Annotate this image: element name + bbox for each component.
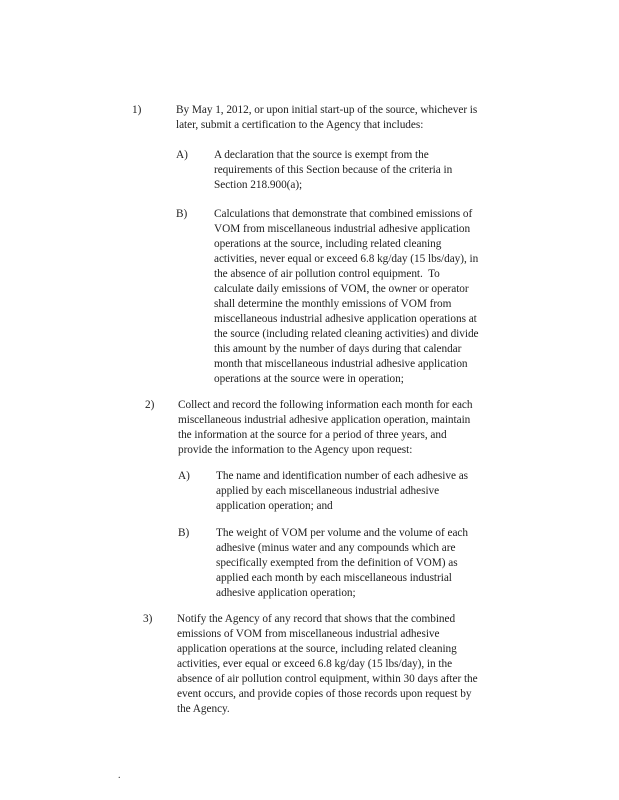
item-2-line-3: the information at the source for a period of three years, and	[178, 429, 447, 441]
item-3-line-7: the Agency.	[177, 703, 230, 715]
item-2a-line-1: The name and identification number of each adhesive as	[216, 470, 469, 482]
item-2b-line-1: The weight of VOM per volume and the volume of each	[216, 527, 468, 539]
item-2b-line-4: applied each month by each miscellaneous industrial	[216, 572, 452, 584]
item-1b-line-5: the absence of air pollution control equipment. To	[214, 268, 440, 280]
item-2a-label: A)	[178, 470, 190, 482]
item-1b-line-1: Calculations that demonstrate that combined emissions of	[214, 208, 473, 220]
item-1b-line-12: operations at the source were in operation;	[214, 373, 404, 385]
item-3-line-5: absence of air pollution control equipment, within 30 days after the	[177, 673, 478, 685]
item-2-number: 2)	[145, 399, 155, 411]
item-3-number: 3)	[143, 613, 153, 625]
item-1b-label: B)	[176, 208, 188, 220]
item-1b-line-10: this amount by the number of days during that calendar	[214, 343, 462, 355]
item-1b-line-2: VOM from miscellaneous industrial adhesive application	[214, 223, 471, 235]
item-2a-line-3: application operation; and	[216, 500, 333, 512]
item-3-line-3: application operations at the source, including related cleaning	[177, 643, 457, 655]
item-2b-line-3: specifically exempted from the definition of VOM) as	[216, 557, 458, 569]
item-1-number: 1)	[132, 104, 142, 116]
item-2b-line-5: adhesive application operation;	[216, 587, 356, 599]
item-2-line-2: miscellaneous industrial adhesive application operation, maintain	[178, 414, 471, 426]
item-1b-line-6: calculate daily emissions of VOM, the owner or operator	[214, 283, 469, 295]
item-1-line-2: later, submit a certification to the Agency that includes:	[176, 119, 424, 131]
item-2-line-4: provide the information to the Agency upon request:	[178, 444, 413, 456]
item-1b-line-4: activities, never equal or exceed 6.8 kg/day (15 lbs/day), in	[214, 253, 479, 265]
item-1a-line-2: requirements of this Section because of the criteria in	[214, 164, 453, 176]
item-2-line-1: Collect and record the following information each month for each	[178, 399, 473, 411]
item-3-line-2: emissions of VOM from miscellaneous industrial adhesive	[177, 628, 440, 640]
footer-mark: .	[118, 770, 121, 781]
item-2a-line-2: applied by each miscellaneous industrial adhesive	[216, 485, 440, 497]
item-3-line-1: Notify the Agency of any record that shows that the combined	[177, 613, 456, 625]
item-1a-label: A)	[176, 149, 188, 161]
item-1b-line-11: month that miscellaneous industrial adhesive application	[214, 358, 468, 370]
item-1a-line-1: A declaration that the source is exempt from the	[214, 149, 429, 161]
item-3-line-4: activities, ever equal or exceed 6.8 kg/day (15 lbs/day), in the	[177, 658, 453, 670]
item-1-line-1: By May 1, 2012, or upon initial start-up of the source, whichever is	[176, 104, 478, 116]
item-1b-line-8: miscellaneous industrial adhesive application operations at	[214, 313, 477, 325]
item-1b-line-3: operations at the source, including related cleaning	[214, 238, 442, 250]
item-2b-line-2: adhesive (minus water and any compounds which are	[216, 542, 456, 554]
item-1b-line-7: shall determine the monthly emissions of VOM from	[214, 298, 452, 310]
item-1a-line-3: Section 218.900(a);	[214, 179, 303, 191]
item-2b-label: B)	[178, 527, 190, 539]
item-3-line-6: event occurs, and provide copies of those records upon request by	[177, 688, 472, 700]
item-1b-line-9: the source (including related cleaning activities) and divide	[214, 328, 479, 340]
